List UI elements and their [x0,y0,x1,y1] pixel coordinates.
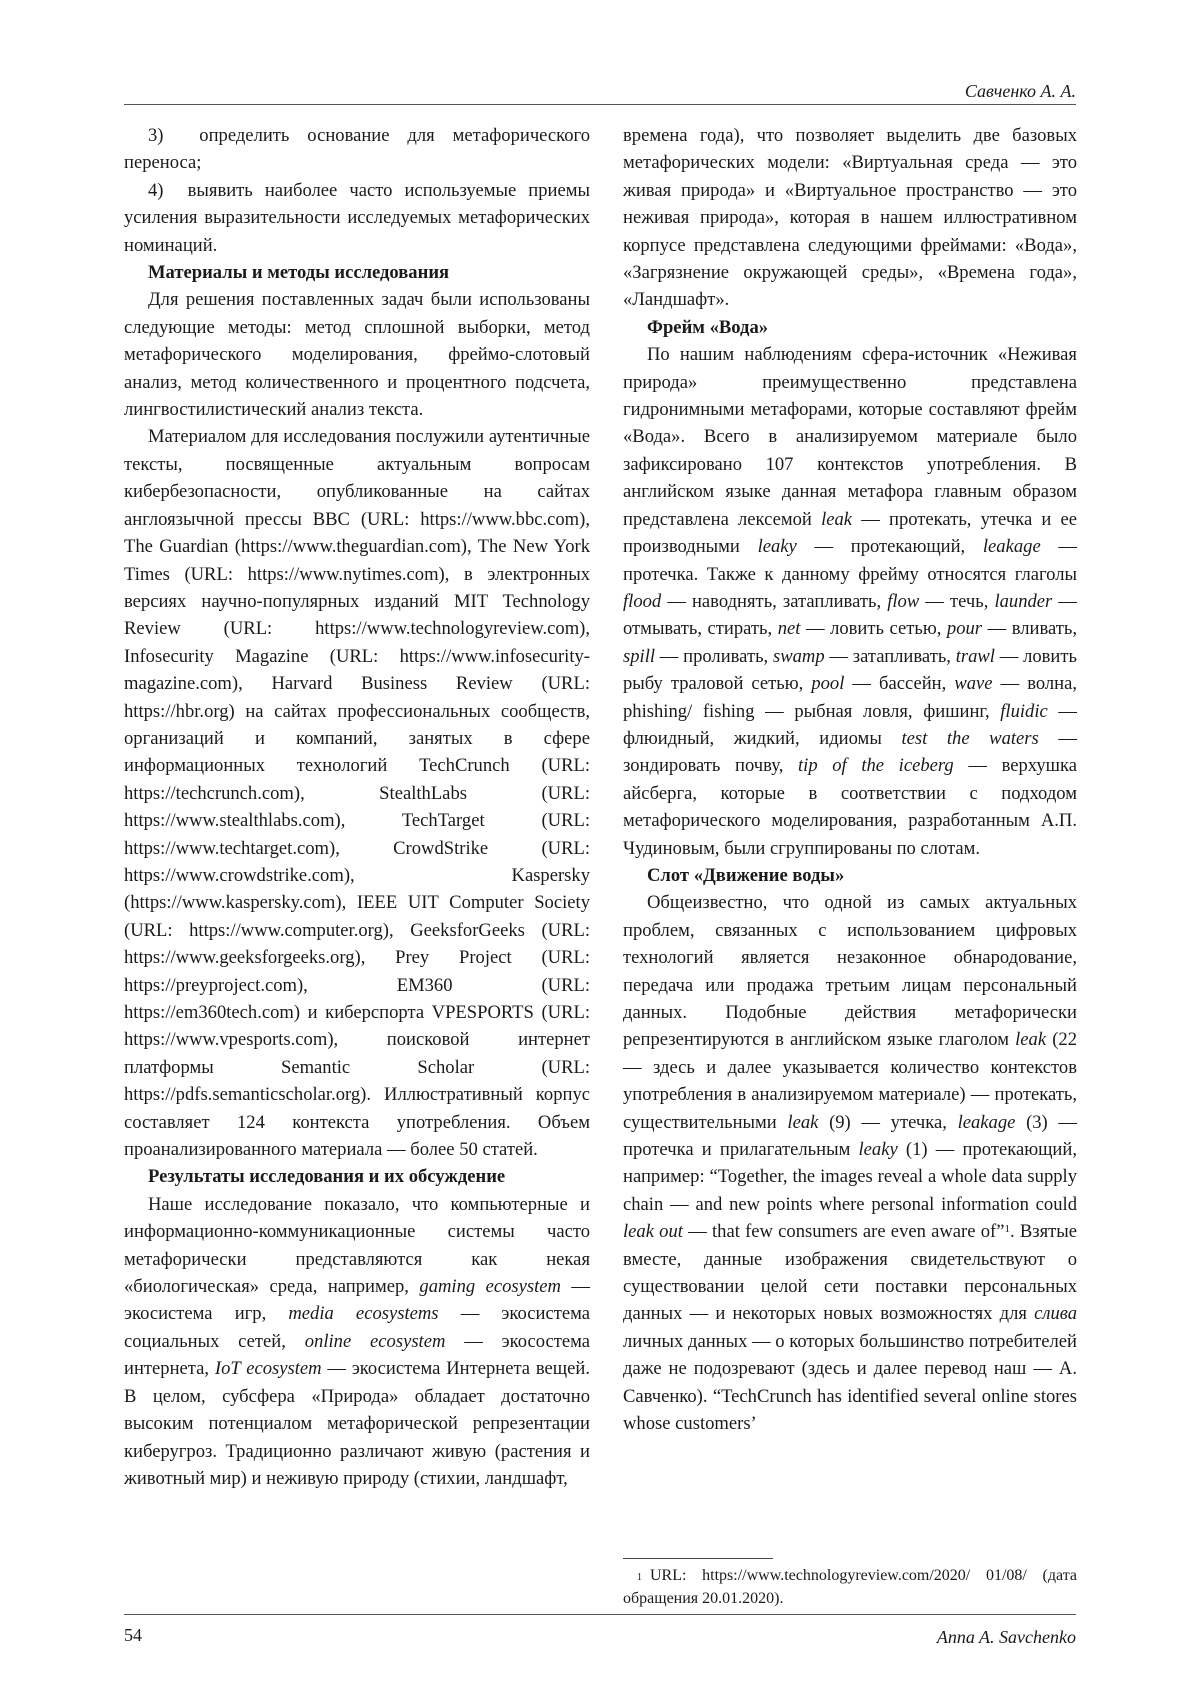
heading-frame-water: Фрейм «Вода» [647,316,769,338]
paragraph-continuation: времена года), что позволяет выделить две базовых метафорических модели: «Виртуальная среда — это живая природа» и «Виртуальное пространство — это неживая природа», которая в нашем иллюстративном корпусе представлена следующими фреймами: «Вода», «Загрязнение окружающей среды», «Времена года», «Ландшафт». [623,125,1077,311]
list-item-3: 3) определить основание для метафорического переноса; [124,125,590,174]
paragraph-frame-water: По нашим наблюдениям сфера-источник «Неживая природа» преимущественно представлена гидронимными метафорами, которые составляют фрейм «Вода». Всего в анализируемом материале было зафиксировано 107 контекстов употребления. В английском языке данная метафора главным образом представлена лексемой leak — протекать, утечка и ее производными leaky — протекающий, leakage — протечка. Также к данному фрейму относятся глаголы flood — наводнять, затапливать, flow — течь, launder — отмывать, стирать, net — ловить сетью, pour — вливать, spill — проливать, swamp — затапливать, trawl — ловить рыбу траловой сетью, pool — бассейн, wave — волна, phishing/ fishing — рыбная ловля, фишинг, fluidic — флюидный, жидкий, идиомы test the waters — зондировать почву, tip of the iceberg — верхушка айсберга, которые в соответствии с подходом метафорического моделирования, разработанным А.П. Чудиновым, были сгруппированы по слотам. [623,344,1078,859]
term-media-ecosystems: media ecosystems [288,1303,439,1325]
right-column [623,122,1077,1438]
term-gaming-ecosystem: gaming ecosystem [419,1276,561,1298]
term-online-ecosystem: online ecosystem [304,1330,446,1352]
heading-slot-water-movement: Слот «Движение воды» [647,864,845,886]
footnote-rule [623,1558,773,1559]
paragraph-materials: Материалом для исследования послужили аутентичные тексты, посвященные актуальным вопросам кибербезопасности, опубликованные на сайтах англоязычной прессы BBC (URL: https://www.bbc.com), The Guardian (https://www.theguardian.com), The New York Times (URL: https://www.nytimes.com), в электронных версиях научно-популярных изданий MIT Technology Review (URL: https://www.technologyreview.com), Infosecurity Magazine (URL: https://www.infosecurity-magazine.com), Harvard Business Review (URL: https://hbr.org) на сайтах профессиональных сообществ, организаций и компаний, занятых в сфере информационных технологий TechCrunch (URL: https://techcrunch.com), StealthLabs (URL: https://www.stealthlabs.com), TechTarget (URL: https://www.techtarget.com), CrowdStrike (URL: https://www.crowdstrike.com), Kaspersky (https://www.kaspersky.com), IEEE UIT Computer Society (URL: https://www.computer.org), GeeksforGeeks (URL: https://www.geeksforgeeks.org), Prey Project (URL: https://preyproject.com), EM360 (URL: https://em360tech.com) и киберспорта VPESPORTS (URL: https://www.vpesports.com), поисковой интернет платформы Semantic Scholar (URL: https://pdfs.semanticscholar.org). Иллюстративный корпус составляет 124 контекста употребления. Объем проанализированного материала — более 50 статей. [124,426,590,1161]
footer-author: Anna A. Savchenko [936,1627,1076,1647]
paragraph-methods: Для решения поставленных задач были использованы следующие методы: метод сплошной выборки, метод метафорического моделирования, фреймо-слотовый анализ, метод количественного и процентного подсчета, лингвостилистический анализ текста. [124,289,590,421]
list-item-4: 4) выявить наиболее часто используемые приемы усиления выразительности исследуемых метафорических номинаций. [124,179,590,256]
running-head-author: Савченко А. А. [964,81,1076,101]
heading-methods: Материалы и методы исследования [148,262,450,284]
left-column [124,122,590,1492]
footnote-text: URL: https://www.technologyreview.com/2020/ 01/08/ (дата обращения 20.01.2020). [623,1567,1077,1607]
page-number: 54 [124,1625,142,1645]
term-iot-ecosystem: IoT ecosystem [214,1358,322,1380]
heading-results: Результаты исследования и их обсуждение [148,1166,506,1188]
paragraph-slot: Общеизвестно, что одной из самых актуальных проблем, связанных с использованием цифровых технологий является незаконное обнародование, передача или продажа третьим лицам персональный данных. Подобные действия метафорически репрезентируются в английском языке глаголом leak (22 — здесь и далее указывается количество контекстов употребления в анализируемом материале) — протекать, существительными leak (9) — утечка, leakage (3) — протечка и прилагательным leaky (1) — протекающий, например: “Together, the images reveal a whole data supply chain — and new points where personal information could leak out — that few consumers are even aware of”$^1$. Взятые вместе, данные изображения свидетельствуют о существовании целой сети поставки персональных данных — и некоторых новых возможностях для слива личных данных — о которых большинство потребителей даже не подозревают (здесь и далее перевод наш — А. Савченко). “TechCrunch has identified several online stores whose customers’ [623,892,1078,1435]
footnote-reference[interactable]: 1 [1004,1223,1010,1236]
footnote [623,1564,1077,1610]
footnote-number: 1 [637,1572,642,1583]
paragraph-results: Наше исследование показало, что компьютерные и информационно-коммуникационные системы часто метафорически представляются как некая «биологическая» среда, например, gaming ecosystem — экосистема игр, media ecosystems — экосистема социальных сетей, online ecosystem — экосостема интернета, IoT ecosystem — экосистема Интернета вещей. В целом, субсфера «Природа» обладает достаточно высоким потенциалом метафорической репрезентации киберугроз. Традиционно различают живую (растения и животный мир) и неживую природу (стихии, ландшафт, [124,1193,591,1489]
footer-rule [124,1614,1076,1615]
header-rule [124,104,1076,105]
